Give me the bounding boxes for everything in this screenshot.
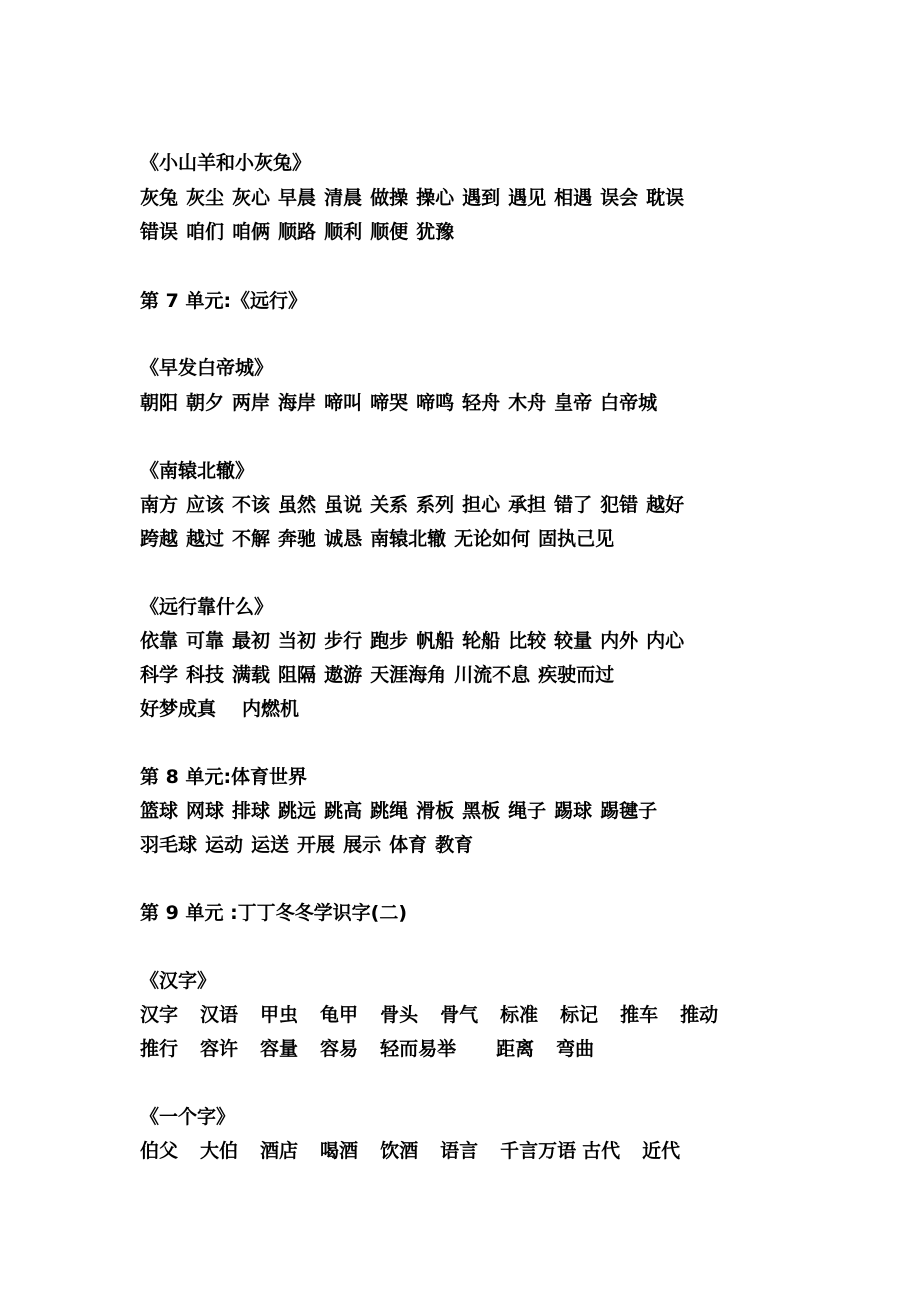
word: 推行: [140, 1038, 179, 1060]
word: 犯错: [600, 494, 639, 516]
word: 羽毛球: [140, 834, 198, 856]
word: 犹豫: [416, 221, 455, 243]
word: 踢毽子: [600, 800, 658, 822]
word-line: [140, 1002, 820, 1028]
word: 错误: [140, 221, 179, 243]
word: 顺利: [324, 221, 363, 243]
word: 开展: [297, 834, 336, 856]
word: 南辕北辙: [370, 528, 447, 550]
word: 担心: [462, 494, 501, 516]
word: 虽然: [278, 494, 317, 516]
word: 跳远: [278, 800, 317, 822]
word-line: [140, 390, 820, 416]
word: 啼鸣: [416, 392, 455, 414]
word-line: [140, 662, 820, 688]
word-line: [140, 798, 820, 824]
word: 固执己见: [538, 528, 615, 550]
word: 做操: [370, 187, 409, 209]
word: 龟甲: [320, 1004, 359, 1026]
word: 依靠: [140, 630, 179, 652]
word: 不解: [232, 528, 271, 550]
word: 千言万语: [500, 1140, 577, 1162]
section-title-xiaoshanyang: 《小山羊和小灰兔》: [140, 152, 312, 174]
word: 距离: [496, 1038, 535, 1060]
word: 标记: [560, 1004, 599, 1026]
word: 朝阳: [140, 392, 179, 414]
word: 比较: [508, 630, 547, 652]
word: 饮酒: [380, 1140, 419, 1162]
word: 教育: [435, 834, 474, 856]
word: 遨游: [324, 664, 363, 686]
word: 灰兔: [140, 187, 179, 209]
word: 容许: [200, 1038, 239, 1060]
word: 轻而易举: [380, 1038, 457, 1060]
word-line: [140, 696, 820, 722]
word: 黑板: [462, 800, 501, 822]
word: 诚恳: [324, 528, 363, 550]
word: 海岸: [278, 392, 317, 414]
word: 弯曲: [556, 1038, 595, 1060]
word: 酒店: [260, 1140, 299, 1162]
word: 操心: [416, 187, 455, 209]
word: 大伯: [200, 1140, 239, 1162]
word: 跨越: [140, 528, 179, 550]
word: 奔驰: [278, 528, 317, 550]
word: 满载: [232, 664, 271, 686]
word: 顺便: [370, 221, 409, 243]
word: 好梦成真: [140, 698, 217, 720]
word: 顺路: [278, 221, 317, 243]
unit-8-title: 第 8 单元:体育世界: [140, 766, 308, 788]
section-title-hanzi: 《汉字》: [140, 970, 217, 992]
word: 阻隔: [278, 664, 317, 686]
word-line: [140, 1036, 820, 1062]
word: 越好: [646, 494, 685, 516]
word: 天涯海角: [370, 664, 447, 686]
word: 网球: [186, 800, 225, 822]
word: 当初: [278, 630, 317, 652]
word: 咱们: [186, 221, 225, 243]
word: 无论如何: [454, 528, 531, 550]
word: 标准: [500, 1004, 539, 1026]
word: 清晨: [324, 187, 363, 209]
word: 应该: [186, 494, 225, 516]
word: 跑步: [370, 630, 409, 652]
word: 推动: [680, 1004, 719, 1026]
word-line: [140, 492, 820, 518]
unit-9-title: 第 9 单元 :丁丁冬冬学识字(二): [140, 902, 408, 924]
word: 内燃机: [242, 698, 300, 720]
word: 科技: [186, 664, 225, 686]
section-title-nanyuanbeizhe: 《南辕北辙》: [140, 460, 255, 482]
word: 两岸: [232, 392, 271, 414]
word: 骨气: [440, 1004, 479, 1026]
word: 跳绳: [370, 800, 409, 822]
word-line: [140, 185, 820, 211]
word-line: [140, 628, 820, 654]
word: 推车: [620, 1004, 659, 1026]
word: 灰尘: [186, 187, 225, 209]
word: 帆船: [416, 630, 455, 652]
word: 体育: [389, 834, 428, 856]
word: 科学: [140, 664, 179, 686]
word: 跳高: [324, 800, 363, 822]
word: 啼叫: [324, 392, 363, 414]
word: 误会: [600, 187, 639, 209]
word: 关系: [370, 494, 409, 516]
word: 展示: [343, 834, 382, 856]
word: 内心: [646, 630, 685, 652]
word: 朝夕: [186, 392, 225, 414]
word: 容易: [320, 1038, 359, 1060]
word: 遇见: [508, 187, 547, 209]
word: 汉语: [200, 1004, 239, 1026]
word: 相遇: [554, 187, 593, 209]
section-title-zaofa: 《早发白帝城》: [140, 357, 274, 379]
section-title-yuanxing: 《远行靠什么》: [140, 596, 274, 618]
word: 白帝城: [600, 392, 658, 414]
unit-7-title: 第 7 单元:《远行》: [140, 290, 308, 312]
word: 语言: [440, 1140, 479, 1162]
word: 近代: [642, 1140, 681, 1162]
word-line: [140, 1138, 820, 1164]
word: 运动: [205, 834, 244, 856]
word: 虽说: [324, 494, 363, 516]
word: 遇到: [462, 187, 501, 209]
word: 咱俩: [232, 221, 271, 243]
word: 木舟: [508, 392, 547, 414]
word: 耽误: [646, 187, 685, 209]
word: 疾驶而过: [538, 664, 615, 686]
word: 灰心: [232, 187, 271, 209]
word: 不该: [232, 494, 271, 516]
word: 错了: [554, 494, 593, 516]
word: 皇帝: [554, 392, 593, 414]
word: 排球: [232, 800, 271, 822]
section-title-yigezi: 《一个字》: [140, 1106, 236, 1128]
word: 较量: [554, 630, 593, 652]
word: 运送: [251, 834, 290, 856]
word: 可靠: [186, 630, 225, 652]
word: 滑板: [416, 800, 455, 822]
word: 绳子: [508, 800, 547, 822]
word: 踢球: [554, 800, 593, 822]
word: 最初: [232, 630, 271, 652]
word: 喝酒: [320, 1140, 359, 1162]
word: 古代: [582, 1140, 621, 1162]
word: 甲虫: [260, 1004, 299, 1026]
word: 骨头: [380, 1004, 419, 1026]
word: 啼哭: [370, 392, 409, 414]
word: 南方: [140, 494, 179, 516]
word: 轻舟: [462, 392, 501, 414]
word: 内外: [600, 630, 639, 652]
word: 早晨: [278, 187, 317, 209]
word-line: [140, 526, 820, 552]
word: 轮船: [462, 630, 501, 652]
word: 川流不息: [454, 664, 531, 686]
word: 篮球: [140, 800, 179, 822]
word: 承担: [508, 494, 547, 516]
word: 越过: [186, 528, 225, 550]
word-line: [140, 832, 820, 858]
word: 系列: [416, 494, 455, 516]
word: 汉字: [140, 1004, 179, 1026]
word-line: [140, 219, 820, 245]
word: 伯父: [140, 1140, 179, 1162]
word: 容量: [260, 1038, 299, 1060]
word: 步行: [324, 630, 363, 652]
